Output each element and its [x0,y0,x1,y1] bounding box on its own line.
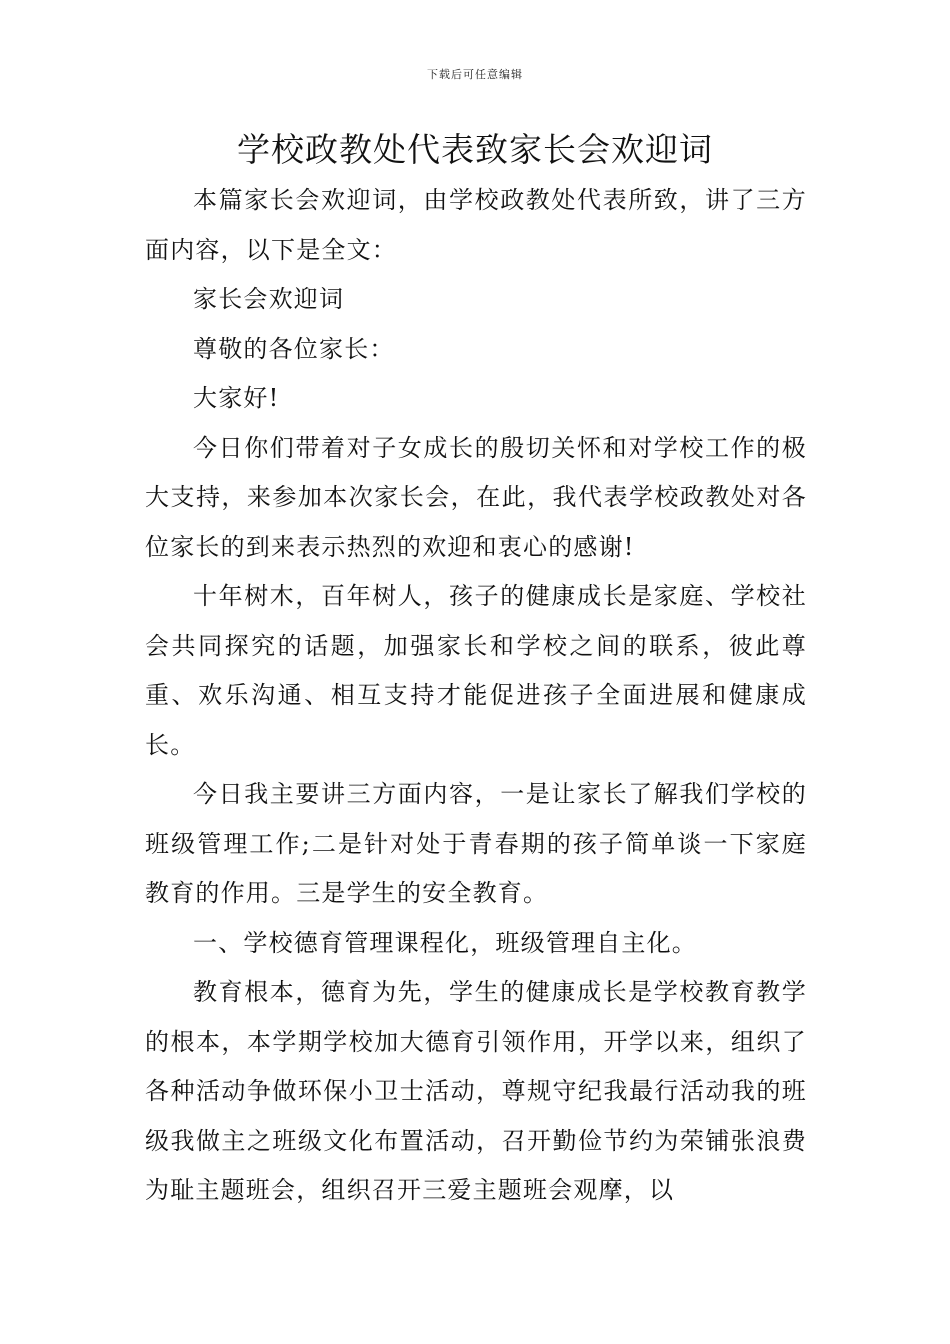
document-body [145,176,807,1216]
paragraph-cooperation: 十年树木，百年树人，孩子的健康成长是家庭、学校社会共同探究的话题，加强家长和学校之间的联系，彼此尊重、欢乐沟通、相互支持才能促进孩子全面进展和健康成长。 [145,582,807,759]
paragraph-outline: 今日我主要讲三方面内容，一是让家长了解我们学校的班级管理工作;二是针对处于青春期的孩子简单谈一下家庭教育的作用。三是学生的安全教育。 [145,780,807,907]
paragraph-greeting: 大家好! [193,384,280,412]
paragraph-subtitle: 家长会欢迎词 [193,285,345,313]
paragraph-welcome: 今日你们带着对子女成长的殷切关怀和对学校工作的极大支持，来参加本次家长会，在此，我代表学校政教处对各位家长的到来表示热烈的欢迎和衷心的感谢! [145,433,807,561]
paragraph-intro: 本篇家长会欢迎词，由学校政教处代表所致，讲了三方面内容，以下是全文： [145,186,807,264]
paragraph-salutation: 尊敬的各位家长： [193,334,395,363]
document-title: 学校政教处代表致家长会欢迎词 [237,130,713,169]
paragraph-moral-education: 教育根本，德育为先，学生的健康成长是学校教育教学的根本，本学期学校加大德育引领作用，开学以来，组织了各种活动争做环保小卫士活动，尊规守纪我最行活动我的班级我做主之班级文化布置活动，召开勤俭节约为荣铺张浪费为耻主题班会，组织召开三爱主题班会观摩，以 [145,978,807,1204]
paragraph-section-heading: 一、学校德育管理课程化，班级管理自主化。 [193,928,697,957]
header-note: 下载后可任意编辑 [427,68,523,81]
